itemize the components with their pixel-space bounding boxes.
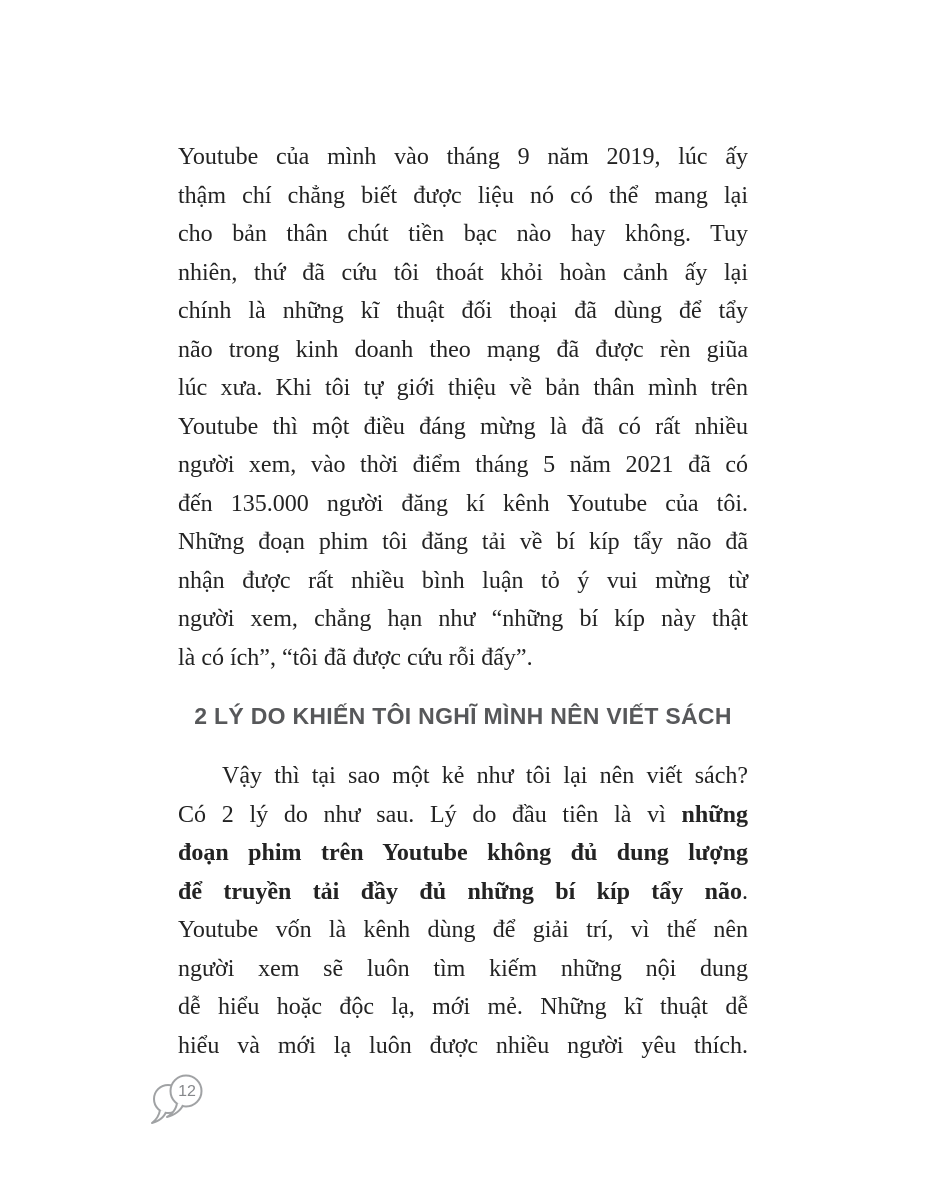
text-line: thậm chí chẳng biết được liệu nó có thể mang lại <box>178 182 748 209</box>
text-line: là có ích”, “tôi đã được cứu rỗi đấy”. <box>178 644 533 671</box>
section-heading: 2 LÝ DO KHIẾN TÔI NGHĨ MÌNH NÊN VIẾT SÁCH <box>194 703 732 729</box>
text-line: não trong kinh doanh theo mạng đã được rèn giũa <box>178 336 748 363</box>
text-line <box>178 834 748 873</box>
text-line: Youtube của mình vào tháng 9 năm 2019, lúc ấy <box>178 144 748 170</box>
page-number: 12 <box>178 1083 196 1100</box>
text-run: Có 2 lý do như sau. Lý do đầu tiên là vì <box>178 801 682 828</box>
bold-text-run: những <box>681 801 748 828</box>
text-line <box>178 873 748 912</box>
text-line: lúc xưa. Khi tôi tự giới thiệu về bản thân mình trên <box>178 375 748 401</box>
bold-text-run: đoạn phim trên Youtube không đủ dung lượng <box>178 840 748 866</box>
text-column <box>178 138 748 1065</box>
text-line: nhận được rất nhiều bình luận tỏ ý vui mừng từ <box>178 567 748 594</box>
text-line: người xem, vào thời điểm tháng 5 năm 2021 đã có <box>178 452 748 478</box>
text-line <box>178 796 748 835</box>
text-line: người xem sẽ luôn tìm kiếm những nội dung <box>178 955 748 982</box>
text-line: Youtube vốn là kênh dùng để giải trí, vì thế nên <box>178 917 748 943</box>
paragraph-2 <box>178 757 748 1065</box>
text-line: nhiên, thứ đã cứu tôi thoát khỏi hoàn cảnh ấy lại <box>178 259 748 286</box>
bold-text-run: để truyền tải đầy đủ những bí kíp tẩy não <box>178 878 742 905</box>
text-run: . <box>742 878 748 905</box>
text-line: Youtube thì một điều đáng mừng là đã có rất nhiều <box>178 413 748 440</box>
text-line: hiểu và mới lạ luôn được nhiều người yêu thích. <box>178 1032 748 1059</box>
text-line: dễ hiểu hoặc độc lạ, mới mẻ. Những kĩ thuật dễ <box>178 994 748 1020</box>
paragraph-1 <box>178 138 748 677</box>
text-line: Những đoạn phim tôi đăng tải về bí kíp tẩy não đã <box>178 529 748 555</box>
text-line: người xem, chẳng hạn như “những bí kíp này thật <box>178 606 748 632</box>
text-line: Vậy thì tại sao một kẻ như tôi lại nên viết sách? <box>222 763 748 789</box>
text-line: chính là những kĩ thuật đối thoại đã dùng để tẩy <box>178 298 748 324</box>
text-line: đến 135.000 người đăng kí kênh Youtube của tôi. <box>178 490 748 517</box>
text-line: cho bản thân chút tiền bạc nào hay không. Tuy <box>178 221 748 247</box>
